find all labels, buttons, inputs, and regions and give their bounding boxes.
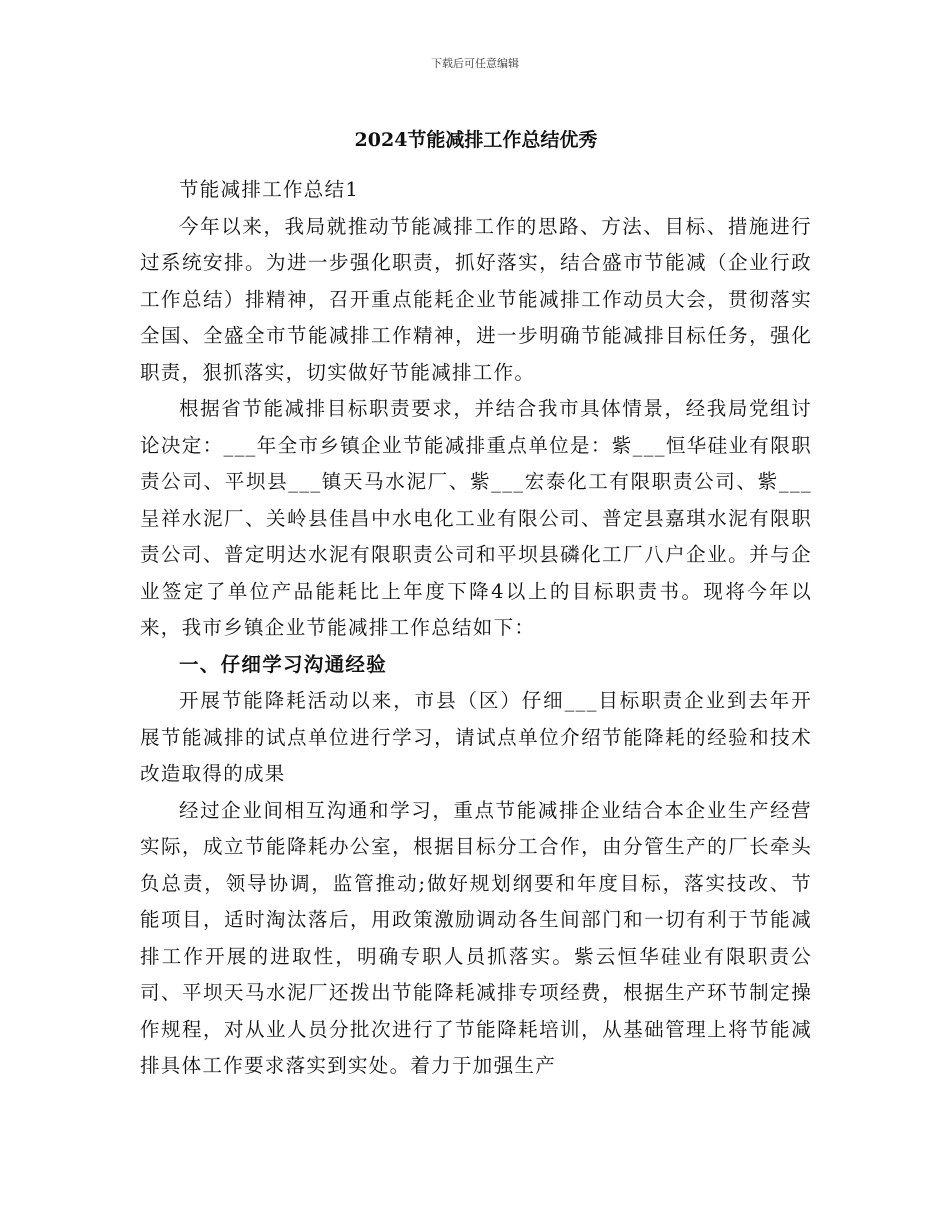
section-heading-1: 一、仔细学习沟通经验 — [179, 652, 388, 676]
header-note: 下载后可任意编辑 — [431, 57, 519, 70]
paragraph-section1-1: 开展节能降耗活动以来，市县（区）仔细___目标职责企业到去年开展节能减排的试点单位进行学习，请试点单位介绍节能降耗的经验和技术改造取得的成果 — [140, 689, 812, 785]
paragraph-section1-2: 经过企业间相互沟通和学习，重点节能减排企业结合本企业生产经营实际，成立节能降耗办公室，根据目标分工合作，由分管生产的厂长牵头负总责，领导协调，监管推动;做好规划纲要和年度目标，落实技改、节能项目，适时淘汰落后，用政策激励调动各生间部门和一切有利于节能减排工作开展的进取性，明确专职人员抓落实。紫云恒华硅业有限职责公司、平坝天马水泥厂还拨出节能降耗减排专项经费，根据生产环节制定操作规程，对从业人员分批次进行了节能降耗培训，从基础管理上将节能减排具体工作要求落实到实处。着力于加强生产 — [140, 798, 812, 1077]
document-title: 2024节能减排工作总结优秀 — [354, 129, 598, 151]
document-page — [140, 122, 812, 1085]
paragraph-intro-1: 今年以来，我局就推动节能减排工作的思路、方法、目标、措施进行过系统安排。为进一步强化职责，抓好落实，结合盛市节能减（企业行政工作总结）排精神，召开重点能耗企业节能减排工作动员大会，贯彻落实全国、全盛全市节能减排工作精神，进一步明确节能减排目标任务，强化职责，狠抓落实，切实做好节能减排工作。 — [140, 214, 812, 384]
document-subtitle: 节能减排工作总结1 — [179, 178, 360, 201]
paragraph-intro-2: 根据省节能减排目标职责要求，并结合我市具体情景，经我局党组讨论决定：___年全市乡镇企业节能减排重点单位是：紫___恒华硅业有限职责公司、平坝县___镇天马水泥厂、紫___宏泰化工有限职责公司、紫___呈祥水泥厂、关岭县佳昌中水电化工业有限公司、普定县嘉琪水泥有限职责公司、普定明达水泥有限职责公司和平坝县磷化工厂八户企业。并与企业签定了单位产品能耗比上年度下降4以上的目标职责书。现将今年以来，我市乡镇企业节能减排工作总结如下： — [140, 397, 812, 639]
